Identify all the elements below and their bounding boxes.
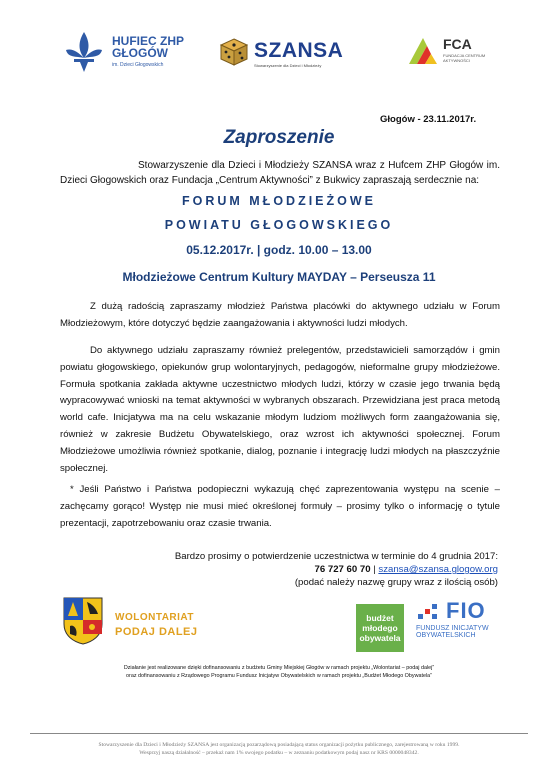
closing-note: (podać należy nazwę grupy wraz z ilością osób) — [294, 577, 498, 588]
footer-line-1: Stowarzyszenie dla Dzieci i Młodzieży SZANSA jest organizacją pozarządową posiadającą status organizacji pożytku publicznego, zarejestrowaną w roku 1999. — [98, 742, 460, 748]
funding-line-1: Działanie jest realizowane dzięki dofinansowaniu z budżetu Gminy Miejskiej Głogów w ramach projektu „Wolontariat – podaj dalej” — [123, 665, 435, 671]
paragraph-invite: Z dużą radością zapraszamy młodzież Państwa placówki do aktywnego udziału w Forum Młodzieżowym, które dotyczyć będzie zaangażowania i aktywności ludzi młodych. — [60, 301, 500, 329]
fca-title: FCA — [443, 36, 472, 52]
intro-paragraph: Stowarzyszenie dla Dzieci i Młodzieży SZANSA wraz z Hufcem ZHP Głogów im. Dzieci Głogowskich oraz Fundacja „Centrum Aktywności” z Bukwicy zapraszają serdecznie na: — [60, 160, 500, 186]
budzet-label: budżet młodego obywatela — [359, 613, 401, 643]
szansa-logo — [218, 36, 250, 68]
fio-dots-icon — [416, 600, 444, 622]
letter-date: Głogów - 23.11.2017r. — [380, 114, 477, 125]
funding-line-2: oraz dofinansowaniu z Rządowego Programu Fundusz Inicjatyw Obywatelskich w ramach projektu „Budżet Młodego Obywatela” — [126, 673, 432, 679]
szansa-title: SZANSA — [254, 39, 344, 62]
event-title-line2: POWIATU GŁOGOWSKIEGO — [164, 218, 394, 232]
szansa-subtitle: Stowarzyszenie dla Dzieci i Młodzieży — [254, 63, 322, 68]
funding-note — [50, 664, 508, 680]
hufiec-subtitle: im. Dzieci Głogowskich — [112, 62, 164, 68]
dice-icon — [218, 36, 250, 68]
fio-logo-mark — [416, 600, 444, 622]
footer — [30, 741, 528, 757]
fca-subtitle: FUNDACJA CENTRUM AKTYWNOŚCI — [443, 53, 486, 63]
contact-phone: 76 727 60 70 — [314, 564, 371, 575]
wolontariat-title: WOLONTARIAT — [115, 612, 195, 623]
budzet-mlodego-obywatela-logo — [356, 604, 404, 652]
closing-block — [150, 550, 498, 589]
hufiec-title: HUFIEC ZHP GŁOGÓW — [112, 34, 184, 60]
fca-triangles-icon — [405, 32, 441, 68]
fio-subtitle: FUNDUSZ INICJATYW OBYWATELSKICH — [416, 625, 489, 639]
fca-logo — [405, 32, 441, 68]
paragraph-details: Do aktywnego udziału zapraszamy również prelegentów, przedstawicieli samorządów i gmin powiatu głogowskiego, opiekunów grup wolontaryjnych, pedagogów, nieformalne grupy młodzieżowe. Formuła spotkania zakłada aktywne uczestnictwo młodych ludzi, którzy w czasie jego trwania będą wypracowywać wnioski na temat aktywności w wybranych obszarach. Przewidziana jest praca metodą world cafe. Inicjatywa ma na celu wskazanie młodym ludziom możliwych form zaangażowania się, również w zakresie Budżetu Obywatelskiego, oraz wzrost ich aktywności społecznej. Forum Młodzieżowe umożliwia również spotkanie, dialog, poznanie i integrację ludzi młodych na płaszczyźnie społecznej. — [60, 345, 500, 474]
contact-separator: | — [373, 564, 376, 575]
fleur-de-lis-icon — [60, 28, 108, 76]
letter-title: Zaproszenie — [223, 127, 335, 148]
contact-line — [150, 563, 498, 576]
coat-of-arms-icon — [62, 596, 104, 646]
glogow-coat-of-arms — [62, 596, 104, 646]
hufiec-logo — [60, 28, 108, 76]
closing-request: Bardzo prosimy o potwierdzenie uczestnictwa w terminie do 4 grudnia 2017: — [174, 551, 498, 562]
event-place: Młodzieżowe Centrum Kultury MAYDAY – Perseusza 11 — [122, 270, 436, 284]
footer-line-2: Wesprzyj naszą działalność – przekaż nam 1% swojego podatku – w zeznaniu podatkowym podaj nasz nr KRS 0000048342. — [139, 750, 419, 756]
event-datetime: 05.12.2017r. | godz. 10.00 – 13.00 — [186, 243, 372, 257]
event-title-line1: FORUM MŁODZIEŻOWE — [181, 194, 377, 208]
contact-email-link[interactable]: szansa@szansa.glogow.org — [378, 564, 498, 575]
wolontariat-subtitle: PODAJ DALEJ — [115, 626, 198, 638]
paragraph-performance: * Jeśli Państwo i Państwa podopieczni wykazują chęć zaprezentowania występu na scenie – zachęcamy gorąco! Występ nie musi mieć określonej formuły – prosimy tylko o informację o tytule prezentacji, zapotrzebowaniu oraz czasie trwania. — [60, 484, 500, 529]
fio-title: FIO — [446, 598, 486, 623]
footer-divider — [30, 733, 528, 734]
